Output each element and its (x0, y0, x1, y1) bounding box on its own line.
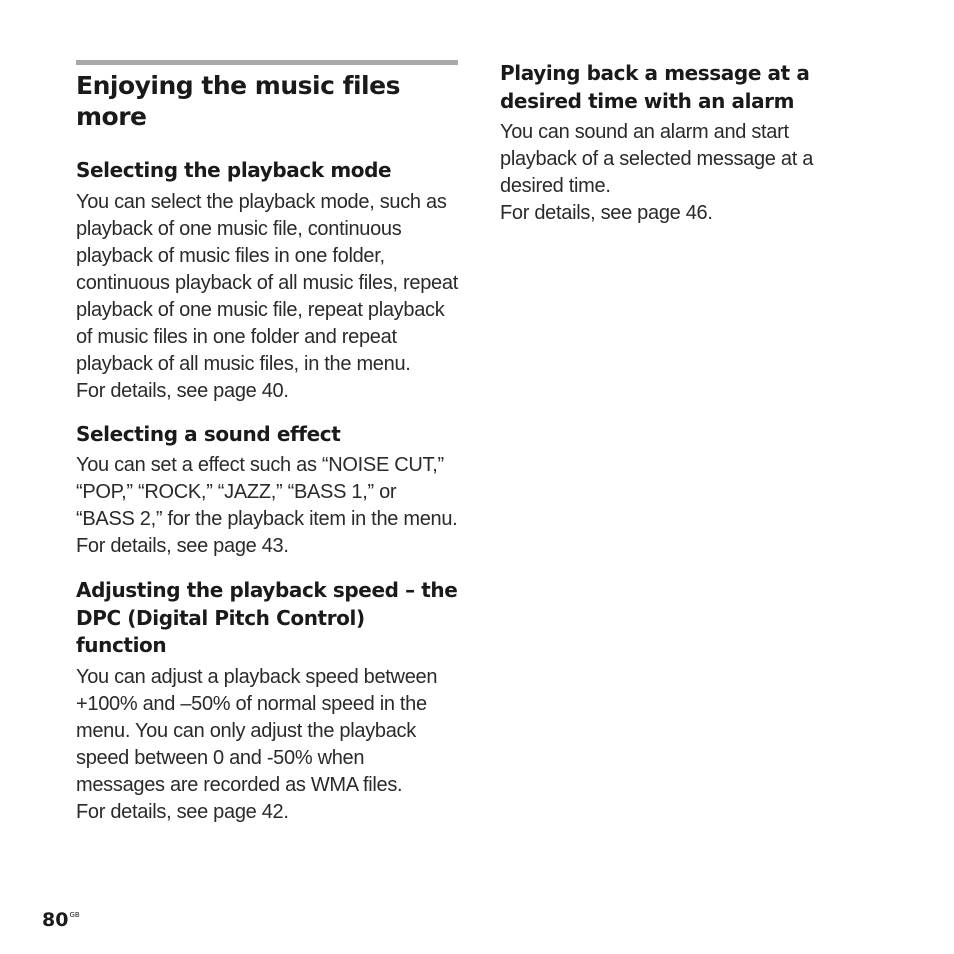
section-body: You can set a effect such as “NOISE CUT,” “POP,” “ROCK,” “JAZZ,” “BASS 1,” or “BASS 2,” for the playback item in the menu. (76, 454, 458, 530)
page-number-value: 80 (42, 909, 69, 931)
page-title: Enjoying the music files more (76, 71, 400, 131)
right-column (500, 60, 860, 227)
page-reference: For details, see page 46. (500, 202, 713, 224)
section-body: You can adjust a playback speed between +100% and –50% of normal speed in the menu. You can only adjust the playback speed between 0 and -50% when messages are recorded as WMA files. (76, 665, 438, 796)
section-heading: Adjusting the playback speed – the DPC (Digital Pitch Control) function (76, 578, 458, 657)
section-body: You can select the playback mode, such as playback of one music file, continuous playback of music files in one folder, continuous playback of all music files, repeat playback of one music file, repeat playback of music files in one folder and repeat playback of all music files, in the menu. (76, 190, 458, 375)
section-sound-effect (76, 421, 458, 561)
left-column (76, 60, 458, 826)
title-rule (76, 60, 458, 65)
section-playback-speed (76, 577, 458, 826)
page-reference: For details, see page 40. (76, 379, 289, 402)
section-alarm (500, 60, 860, 227)
section-heading: Selecting a sound effect (76, 421, 341, 446)
section-heading: Selecting the playback mode (76, 158, 392, 182)
section-body: You can sound an alarm and start playback of a selected message at a desired time. (500, 121, 814, 197)
section-playback-mode (76, 157, 458, 405)
region-code: GB (69, 911, 80, 919)
page-reference: For details, see page 43. (76, 535, 289, 557)
page-reference: For details, see page 42. (76, 800, 289, 823)
section-heading: Playing back a message at a desired time with an alarm (500, 61, 810, 113)
page-number (42, 909, 80, 931)
